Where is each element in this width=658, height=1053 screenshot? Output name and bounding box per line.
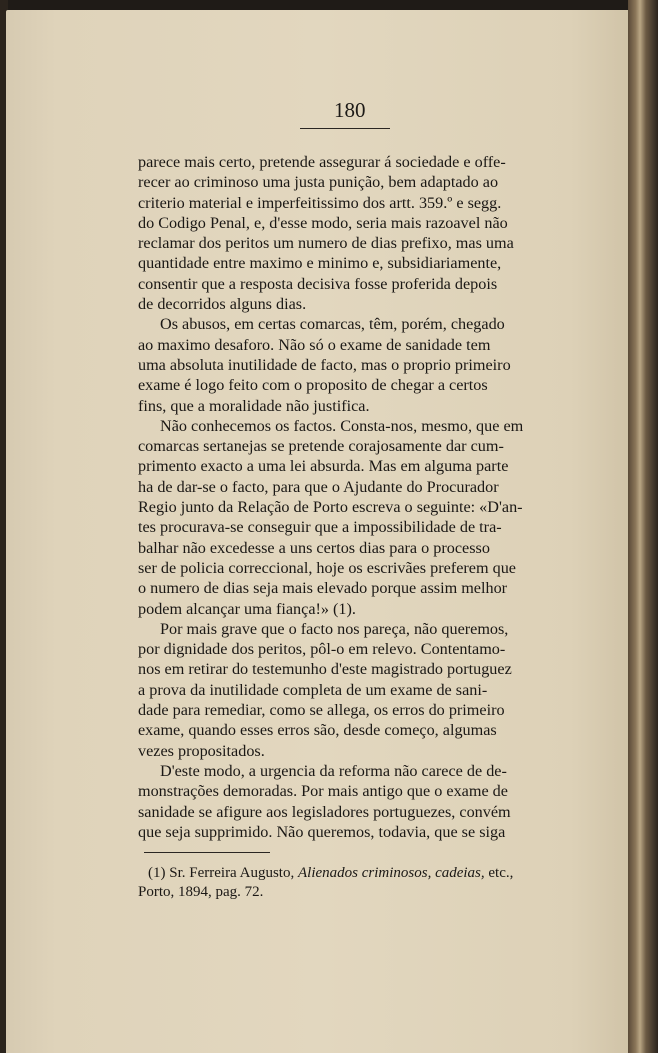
- text-line: podem alcançar uma fiança!» (1).: [138, 599, 356, 618]
- book-edge: [628, 0, 658, 1053]
- text-line: comarcas sertanejas se pretende corajosamente dar cum-: [138, 437, 504, 456]
- page-number: 180: [334, 98, 366, 122]
- text-line: dade para remediar, como se allega, os erros do primeiro: [138, 701, 505, 720]
- text-line: exame, quando esses erros são, desde começo, algumas: [138, 721, 497, 740]
- text-line: do Codigo Penal, e, d'esse modo, seria mais razoavel não: [138, 213, 508, 232]
- text-line: vezes propositados.: [138, 741, 265, 760]
- text-line: ha de dar-se o facto, para que o Ajudante do Procurador: [138, 477, 499, 496]
- text-line: criterio material e imperfeitissimo dos artt. 359.º e segg.: [138, 193, 502, 212]
- header-rule: [300, 128, 390, 129]
- text-line: Não conhecemos os factos. Consta-nos, mesmo, que em: [160, 416, 524, 435]
- text-line: Regio junto da Relação de Porto escreva o seguinte: «D'an-: [138, 498, 523, 517]
- text-line: sanidade se afigure aos legisladores portuguezes, convém: [138, 802, 511, 821]
- text-line: a prova da inutilidade completa de um exame de sani-: [138, 680, 488, 699]
- text-line: Os abusos, em certas comarcas, têm, porém, chegado: [160, 315, 505, 334]
- body-text: [138, 152, 568, 842]
- text-line: primento exacto a uma lei absurda. Mas em alguma parte: [138, 457, 509, 476]
- text-line: tes procurava-se conseguir que a impossibilidade de tra-: [138, 518, 502, 537]
- text-line: Por mais grave que o facto nos pareça, não queremos,: [160, 619, 509, 638]
- text-line: nos em retirar do testemunho d'este magistrado portuguez: [138, 660, 512, 679]
- text-line: ao maximo desaforo. Não só o exame de sanidade tem: [138, 335, 491, 354]
- text-line: exame é logo feito com o proposito de chegar a certos: [138, 376, 488, 395]
- text-line: o numero de dias seja mais elevado porque assim melhor: [138, 579, 508, 598]
- footnote-prefix: (1) Sr. Ferreira Augusto,: [148, 865, 298, 881]
- footnote-title: Alienados criminosos, cadeias,: [297, 865, 485, 881]
- footnote-line-2: Porto, 1894, pag. 72.: [138, 884, 264, 900]
- text-line: fins, que a moralidade não justifica.: [138, 396, 370, 415]
- text-line: recer ao criminoso uma justa punição, bem adaptado ao: [138, 173, 499, 192]
- footnote: [138, 864, 578, 902]
- text-line: balhar não excedesse a uns certos dias para o processo: [138, 538, 490, 557]
- text-line: ser de policia correccional, hoje os escrivães preferem que: [138, 558, 516, 577]
- text-line: consentir que a resposta decisiva fosse proferida depois: [138, 274, 498, 293]
- footnote-suffix: etc.,: [484, 865, 514, 881]
- text-line: uma absoluta inutilidade de facto, mas o proprio primeiro: [138, 355, 511, 374]
- text-line: que seja supprimido. Não queremos, todavia, que se siga: [138, 822, 506, 841]
- text-line: D'este modo, a urgencia da reforma não carece de de-: [160, 761, 507, 780]
- text-line: monstrações demoradas. Por mais antigo que o exame de: [138, 782, 508, 801]
- text-line: por dignidade dos peritos, pôl-o em relevo. Contentamo-: [138, 640, 506, 659]
- text-line: reclamar dos peritos um numero de dias prefixo, mas uma: [138, 234, 514, 253]
- footnote-rule: [144, 852, 270, 853]
- footnote-line-1: [138, 864, 578, 883]
- text-line: parece mais certo, pretende assegurar á sociedade e offe-: [138, 153, 506, 171]
- text-line: quantidade entre maximo e minimo e, subsidiariamente,: [138, 254, 502, 273]
- text-line: de decorridos alguns dias.: [138, 295, 307, 314]
